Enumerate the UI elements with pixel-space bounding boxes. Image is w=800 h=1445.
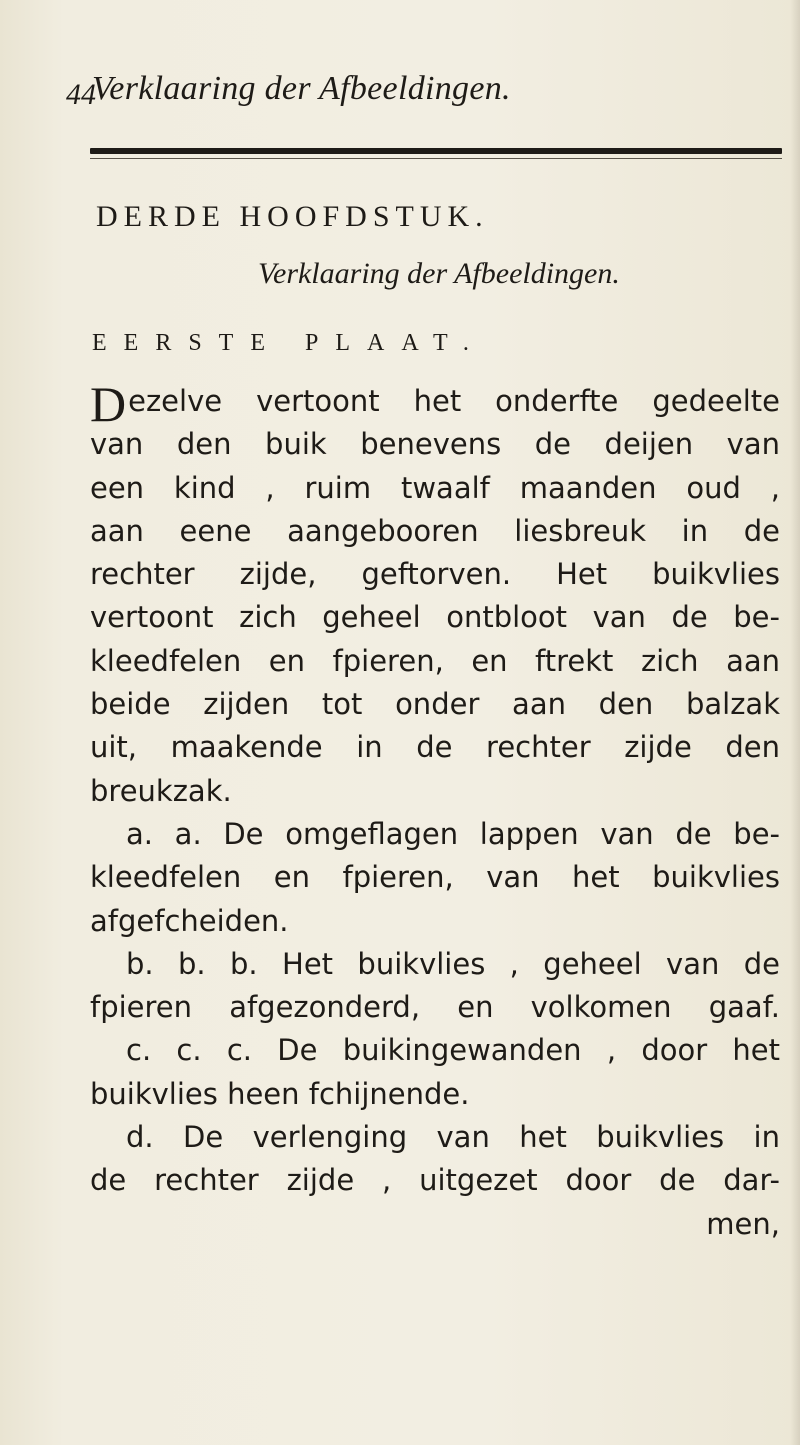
- text-line: van den buik benevens de deijen van: [90, 427, 780, 462]
- text-line: rechter zijde, geftorven. Het buikvlies: [90, 557, 780, 592]
- plate-heading: EERSTE PLAAT.: [92, 330, 486, 356]
- text-line: afgefcheiden.: [90, 903, 289, 938]
- text-line: kleedfelen en fpieren, en ftrekt zich aan: [90, 643, 780, 678]
- text-line: Dezelve vertoont het onderfte gedeelte: [90, 376, 780, 432]
- text-line: uit, maakende in de rechter zijde den: [90, 730, 780, 765]
- text-line: beide zijden tot onder aan den balzak: [90, 687, 780, 722]
- page-edge-shadow: [790, 0, 800, 1445]
- text-line: buikvlies heen fchijnende.: [90, 1076, 470, 1111]
- text-line: b. b. b. Het buikvlies , geheel van de: [126, 946, 780, 981]
- header-rule: [90, 148, 782, 154]
- header-rule-thin: [90, 158, 782, 159]
- text-line: a. a. De omgeflagen lappen van de be-: [126, 816, 780, 851]
- text-line: fpieren afgezonderd, en volkomen gaaf.: [90, 990, 780, 1025]
- text-line: c. c. c. De buikingewanden , door het: [126, 1033, 780, 1068]
- catchword: men,: [706, 1206, 780, 1241]
- section-title: Verklaaring der Afbeeldingen.: [258, 257, 620, 290]
- text-line: aan eene aangebooren liesbreuk in de: [90, 513, 780, 548]
- text-line: de rechter zijde , uitgezet door de dar-: [90, 1163, 780, 1198]
- text-line: vertoont zich geheel ontbloot van de be-: [90, 600, 780, 635]
- chapter-heading: DERDE HOOFDSTUK.: [96, 200, 489, 233]
- running-title: Verklaaring der Afbeeldingen.: [92, 70, 511, 107]
- text-line: een kind , ruim twaalf maanden oud ,: [90, 470, 780, 505]
- drop-cap: D: [90, 376, 127, 432]
- body-text: [90, 376, 780, 1246]
- text-line: kleedfelen en fpieren, van het buikvlies: [90, 860, 780, 895]
- running-head: [66, 70, 706, 116]
- page-number: 44: [66, 78, 96, 111]
- text-line: breukzak.: [90, 773, 232, 808]
- text-line: d. De verlenging van het buikvlies in: [126, 1120, 780, 1155]
